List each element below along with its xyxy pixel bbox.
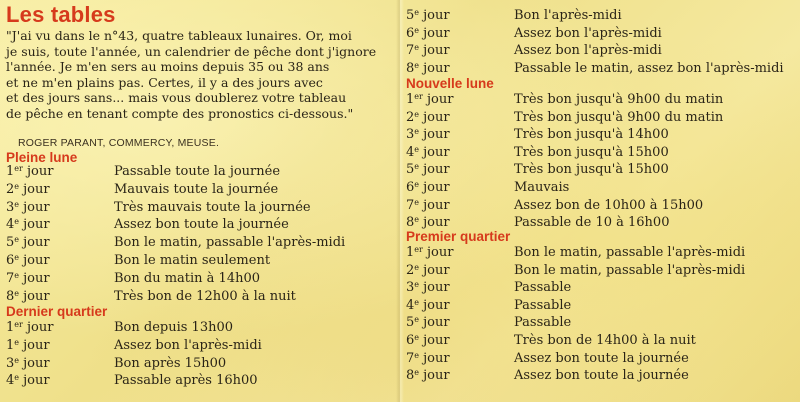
day-description: Assez bon de 10h00 à 15h00 (514, 197, 704, 213)
day-word: jour (419, 315, 450, 331)
day-number: 1 (406, 92, 415, 107)
day-ordinal: er (14, 164, 23, 173)
day-label (6, 182, 50, 197)
day-ordinal: e (414, 127, 420, 137)
day-label (6, 373, 50, 388)
day-ordinal: e (414, 315, 420, 325)
day-description: Assez bon l'après-midi (514, 25, 662, 41)
day-number: 2 (6, 181, 15, 197)
day-word: jour (419, 25, 450, 41)
day-ordinal: e (414, 109, 420, 119)
day-number: 6 (406, 333, 415, 348)
day-label (6, 271, 50, 286)
day-description: Mauvais toute la journée (114, 181, 279, 197)
day-number: 1 (406, 245, 415, 260)
day-label (6, 338, 50, 353)
day-number: 5 (406, 8, 415, 23)
day-word: jour (19, 337, 50, 353)
day-description: Passable (514, 315, 572, 331)
day-label (406, 351, 450, 366)
day-word: jour (19, 373, 50, 389)
day-ordinal: e (14, 181, 20, 191)
day-word: jour (19, 217, 50, 233)
day-label (6, 200, 50, 215)
day-ordinal: e (414, 180, 420, 189)
day-description: Très bon jusqu'à 9h00 du matin (514, 92, 724, 107)
day-word: jour (19, 199, 50, 215)
quote-line: l'année. Je m'en sers au moins depuis 35 ou 38 ans (6, 59, 330, 75)
day-label (406, 198, 450, 213)
day-word: jour (419, 215, 450, 231)
day-label (6, 289, 50, 304)
day-number: 4 (6, 373, 15, 389)
fold-crease (396, 0, 404, 402)
quote-line: de pêche en tenant compte des pronostics ci-dessous." (6, 105, 354, 121)
day-description: Bon le matin, passable l'après-midi (114, 235, 346, 251)
day-number: 5 (6, 235, 15, 251)
section-heading-dernier-quartier: Dernier quartier (6, 304, 108, 319)
day-number: 8 (6, 288, 15, 304)
day-label (406, 315, 450, 330)
day-ordinal: e (414, 25, 420, 35)
day-word: jour (419, 197, 450, 213)
day-word: jour (419, 262, 450, 278)
day-label (6, 320, 53, 335)
day-label (406, 127, 450, 142)
quote-line: et ne m'en plains pas. Certes, il y a des jours avec (6, 74, 323, 90)
day-number: 6 (6, 253, 15, 268)
day-ordinal: e (14, 235, 20, 245)
day-label (406, 26, 450, 41)
day-ordinal: e (414, 215, 420, 225)
day-description: Bon du matin à 14h00 (114, 270, 261, 286)
quote-line: et des jours sans... mais vous doublerez votre tableau (6, 90, 347, 106)
day-label (6, 235, 50, 250)
day-ordinal: e (414, 333, 420, 342)
day-description: Bon le matin seulement (114, 253, 271, 268)
day-word: jour (419, 333, 450, 348)
day-number: 7 (6, 270, 15, 286)
article-title: Les tables (6, 2, 116, 27)
day-ordinal: e (14, 217, 20, 227)
day-ordinal: e (14, 253, 20, 262)
day-word: jour (419, 43, 450, 58)
day-description: Bon après 15h00 (114, 355, 227, 371)
day-word: jour (19, 235, 50, 251)
day-description: Très bon de 14h00 à la nuit (514, 333, 696, 348)
day-description: Très bon jusqu'à 9h00 du matin (514, 109, 724, 125)
day-number: 3 (406, 127, 415, 143)
day-label (406, 215, 450, 230)
day-word: jour (419, 60, 450, 76)
day-number: 1 (6, 164, 15, 179)
day-number: 6 (406, 180, 415, 195)
day-number: 3 (406, 280, 415, 296)
day-number: 7 (406, 350, 415, 366)
day-label (6, 164, 53, 179)
day-label (6, 217, 50, 232)
day-description: Très bon jusqu'à 14h00 (514, 127, 669, 143)
day-label (406, 43, 450, 58)
day-description: Très bon jusqu'à 15h00 (514, 144, 669, 160)
day-number: 8 (406, 60, 415, 76)
day-word: jour (22, 320, 54, 335)
day-number: 1 (6, 337, 15, 353)
day-label (6, 253, 50, 268)
day-description: Très bon jusqu'à 15h00 (514, 162, 669, 178)
day-word: jour (19, 355, 50, 371)
day-description: Mauvais (514, 180, 570, 195)
day-description: Bon le matin, passable l'après-midi (514, 245, 746, 260)
day-word: jour (19, 181, 50, 197)
section-heading-premier-quartier: Premier quartier (406, 229, 511, 244)
day-word: jour (422, 92, 454, 107)
day-number: 2 (406, 262, 415, 278)
day-description: Passable le matin, assez bon l'après-midi (514, 60, 784, 76)
day-ordinal: e (14, 270, 20, 280)
day-ordinal: e (414, 162, 420, 172)
day-word: jour (419, 350, 450, 366)
day-word: jour (422, 245, 454, 260)
day-word: jour (419, 180, 450, 195)
day-description: Assez bon toute la journée (514, 350, 689, 366)
day-label (406, 180, 450, 195)
day-label (6, 356, 50, 371)
quote-author: ROGER PARANT, COMMERCY, MEUSE. (18, 137, 220, 149)
day-label (406, 162, 450, 177)
day-label (406, 333, 450, 348)
day-number: 8 (406, 215, 415, 231)
day-ordinal: e (414, 43, 420, 52)
day-ordinal: e (414, 350, 420, 360)
day-word: jour (22, 164, 54, 179)
day-description: Passable après 16h00 (114, 373, 258, 389)
day-word: jour (419, 368, 450, 384)
day-label (406, 263, 450, 278)
day-description: Très mauvais toute la journée (114, 199, 311, 215)
day-number: 5 (406, 315, 415, 331)
day-word: jour (419, 297, 450, 313)
day-description: Passable (514, 297, 572, 313)
day-description: Bon le matin, passable l'après-midi (514, 262, 746, 278)
day-number: 2 (406, 109, 415, 125)
day-ordinal: er (14, 320, 23, 329)
day-word: jour (419, 144, 450, 160)
day-description: Assez bon toute la journée (514, 368, 689, 384)
quote-line: je suis, toute l'année, un calendrier de pêche dont j'ignore (6, 43, 377, 59)
day-label (406, 145, 450, 160)
day-word: jour (19, 288, 50, 304)
reader-quote (6, 28, 377, 122)
day-ordinal: e (414, 280, 420, 290)
day-label (406, 280, 450, 295)
day-description: Bon l'après-midi (514, 8, 622, 23)
day-word: jour (419, 162, 450, 178)
day-ordinal: e (14, 373, 20, 383)
day-label (406, 368, 450, 383)
day-label (406, 298, 450, 313)
day-ordinal: e (414, 368, 420, 378)
day-number: 6 (406, 25, 415, 41)
day-number: 3 (6, 355, 15, 371)
day-number: 5 (406, 162, 415, 178)
day-description: Assez bon toute la journée (114, 217, 289, 233)
day-word: jour (19, 270, 50, 286)
day-description: Assez bon l'après-midi (514, 43, 662, 58)
day-ordinal: e (14, 355, 20, 365)
day-ordinal: e (14, 337, 20, 347)
day-word: jour (419, 109, 450, 125)
day-description: Passable toute la journée (114, 164, 281, 179)
day-number: 7 (406, 43, 415, 58)
day-number: 7 (406, 197, 415, 213)
section-heading-pleine-lune: Pleine lune (6, 150, 78, 165)
day-ordinal: er (414, 92, 423, 101)
day-number: 8 (406, 368, 415, 384)
day-ordinal: e (414, 8, 420, 17)
day-word: jour (19, 253, 50, 268)
section-heading-nouvelle-lune: Nouvelle lune (406, 76, 494, 91)
day-ordinal: e (414, 297, 420, 307)
day-number: 4 (6, 217, 15, 233)
day-label (406, 245, 453, 260)
day-ordinal: e (414, 197, 420, 207)
day-label (406, 61, 450, 76)
day-ordinal: e (414, 60, 420, 70)
day-word: jour (419, 280, 450, 296)
day-label (406, 92, 453, 107)
day-number: 3 (6, 199, 15, 215)
day-description: Passable (514, 280, 572, 296)
day-description: Assez bon l'après-midi (114, 337, 262, 353)
day-word: jour (419, 8, 450, 23)
day-description: Passable de 10 à 16h00 (514, 215, 670, 231)
day-label (406, 110, 450, 125)
day-description: Très bon de 12h00 à la nuit (114, 288, 296, 304)
day-description: Bon depuis 13h00 (114, 320, 234, 335)
day-ordinal: er (414, 245, 423, 254)
day-ordinal: e (414, 262, 420, 272)
day-number: 4 (406, 297, 415, 313)
day-number: 4 (406, 144, 415, 160)
day-ordinal: e (414, 144, 420, 154)
quote-line: "J'ai vu dans le n°43, quatre tableaux lunaires. Or, moi (6, 28, 352, 43)
day-label (406, 8, 450, 23)
day-ordinal: e (14, 199, 20, 209)
day-word: jour (419, 127, 450, 143)
day-ordinal: e (14, 288, 20, 298)
day-number: 1 (6, 320, 15, 335)
